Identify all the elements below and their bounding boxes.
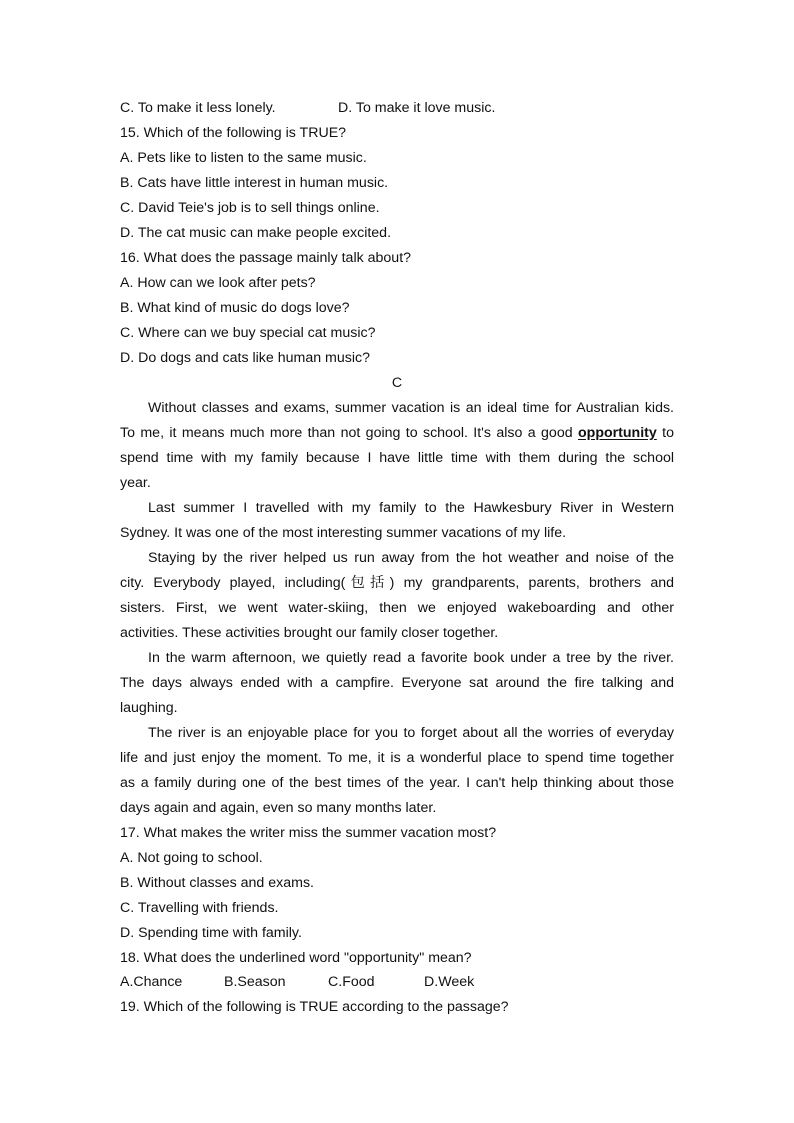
q17-question: 17. What makes the writer miss the summer vacation most? <box>120 825 497 841</box>
passage-p3-line3: sisters. First, we went water-skiing, then we enjoyed wakeboarding and other <box>120 600 674 616</box>
passage-p2-line2: Sydney. It was one of the most interesting summer vacations of my life. <box>120 525 567 541</box>
q17-option-c: C. Travelling with friends. <box>120 900 279 916</box>
passage-p5-line2: life and just enjoy the moment. To me, it is a wonderful place to spend time together <box>120 750 674 766</box>
passage-p3-line2: city. Everybody played, including(包括) my grandparents, parents, brothers and <box>120 575 674 591</box>
q18-option-b: B.Season <box>224 974 286 990</box>
q15-option-d: D. The cat music can make people excited. <box>120 225 392 241</box>
passage-p3-line4: activities. These activities brought our family closer together. <box>120 625 499 641</box>
q16-question: 16. What does the passage mainly talk about? <box>120 250 412 266</box>
q17-option-b: B. Without classes and exams. <box>120 875 314 891</box>
q15-option-a: A. Pets like to listen to the same music. <box>120 150 367 166</box>
q14-option-c: C. To make it less lonely. <box>120 100 276 116</box>
passage-p4-line3: laughing. <box>120 700 178 716</box>
passage-p1-line2-end: to <box>656 425 675 441</box>
q18-options-row <box>120 970 674 995</box>
underlined-word-opportunity: opportunity <box>577 425 657 441</box>
q16-option-d: D. Do dogs and cats like human music? <box>120 350 370 366</box>
q18-question: 18. What does the underlined word "opportunity" mean? <box>120 950 472 966</box>
section-heading: C <box>391 375 403 391</box>
passage-p5-line3: as a family during one of the best times of the year. I can't help thinking about those <box>120 775 674 791</box>
q18-option-c: C.Food <box>328 974 375 990</box>
q17-option-d: D. Spending time with family. <box>120 925 302 941</box>
passage-p4-line1: In the warm afternoon, we quietly read a favorite book under a tree by the river. <box>148 650 674 666</box>
passage-p5-line4: days again and again, even so many months later. <box>120 800 437 816</box>
passage-p1-line4: year. <box>120 475 151 491</box>
passage-p5-line1: The river is an enjoyable place for you to forget about all the worries of everyday <box>148 725 674 741</box>
q18-option-a: A.Chance <box>120 974 183 990</box>
passage-p2-line1: Last summer I travelled with my family to the Hawkesbury River in Western <box>148 500 674 516</box>
q14-options-row <box>120 96 674 121</box>
q16-option-c: C. Where can we buy special cat music? <box>120 325 376 341</box>
q15-option-b: B. Cats have little interest in human music. <box>120 175 389 191</box>
passage-p1-line1: Without classes and exams, summer vacation is an ideal time for Australian kids. <box>148 400 674 416</box>
passage-p1-line2-start: To me, it means much more than not going to school. It's also a good <box>120 425 578 441</box>
passage-p1-line2 <box>120 421 674 446</box>
q15-question: 15. Which of the following is TRUE? <box>120 125 347 141</box>
q18-option-d: D.Week <box>424 974 475 990</box>
passage-p1-line3: spend time with my family because I have little time with them during the school <box>120 450 674 466</box>
q16-option-a: A. How can we look after pets? <box>120 275 316 291</box>
q14-option-d: D. To make it love music. <box>338 100 496 116</box>
q16-option-b: B. What kind of music do dogs love? <box>120 300 350 316</box>
q15-option-c: C. David Teie's job is to sell things online. <box>120 200 380 216</box>
q19-question: 19. Which of the following is TRUE according to the passage? <box>120 999 509 1015</box>
q17-option-a: A. Not going to school. <box>120 850 263 866</box>
passage-p4-line2: The days always ended with a campfire. Everyone sat around the fire talking and <box>120 675 674 691</box>
passage-p3-line1: Staying by the river helped us run away from the hot weather and noise of the <box>148 550 674 566</box>
